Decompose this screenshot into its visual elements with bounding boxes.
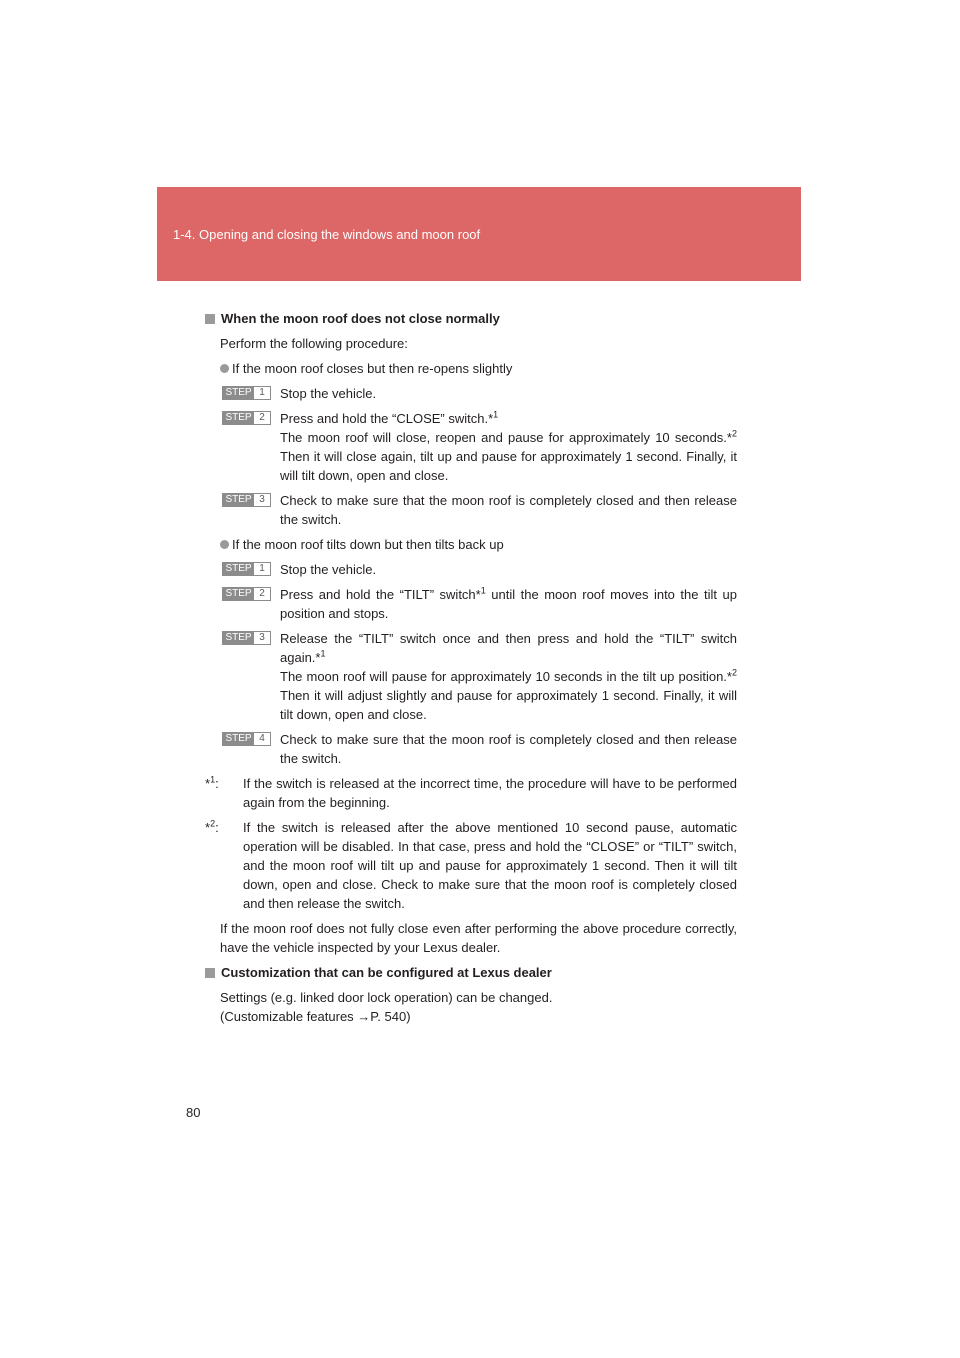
footnote-1 bbox=[205, 774, 737, 812]
step-text: Check to make sure that the moon roof is completely closed and then release the switch. bbox=[280, 732, 737, 766]
section-header-band bbox=[157, 187, 801, 281]
page-number: 80 bbox=[186, 1105, 201, 1120]
procedure-intro: Perform the following procedure: bbox=[220, 336, 408, 351]
section-heading-close-normally bbox=[205, 309, 737, 328]
case-b-step-3 bbox=[222, 629, 737, 724]
step-detail: The moon roof will pause for approximately 10 seconds in the tilt up position.*$^2$ Then it will adjust slightly and pause for approximately 1 second. Finally, it will tilt down, open and close. bbox=[280, 667, 737, 722]
section-heading-text: Customization that can be configured at Lexus dealer bbox=[221, 965, 552, 980]
case-b-step-4 bbox=[222, 730, 737, 768]
case-a-title bbox=[220, 359, 737, 378]
square-bullet-icon bbox=[205, 314, 215, 324]
step-detail: The moon roof will close, reopen and pause for approximately 10 seconds.*$^2$ Then it will close again, tilt up and pause for approximately 1 second. Finally, it will tilt down, open and close. bbox=[280, 428, 737, 483]
step-badge: STEP 3 bbox=[222, 493, 271, 507]
footnote-text: If the switch is released at the incorrect time, the procedure will have to be performed again from the beginning. bbox=[243, 776, 737, 810]
customization-reference: (Customizable features →P. 540) bbox=[220, 1009, 411, 1024]
step-text: Press and hold the “TILT” switch*$^1$ until the moon roof moves into the tilt up position and stops. bbox=[280, 585, 737, 621]
step-text: Stop the vehicle. bbox=[280, 386, 377, 401]
customization-text bbox=[220, 988, 737, 1026]
case-a-step-1 bbox=[222, 384, 737, 403]
footnote-mark: *$^2$: bbox=[205, 818, 219, 835]
case-b-title bbox=[220, 535, 737, 554]
footnote-2 bbox=[205, 818, 737, 913]
step-text: Release the “TILT” switch once and then press and hold the “TILT” switch again.*$^1$ bbox=[280, 631, 737, 665]
customization-line-1: Settings (e.g. linked door lock operation) can be changed. bbox=[220, 990, 553, 1005]
section-title: 1-4. Opening and closing the windows and moon roof bbox=[173, 227, 481, 242]
step-badge: STEP 4 bbox=[222, 732, 271, 746]
round-bullet-icon bbox=[220, 364, 229, 373]
case-a-step-2 bbox=[222, 409, 737, 485]
square-bullet-icon bbox=[205, 968, 215, 978]
footnote-mark: *$^1$: bbox=[205, 774, 219, 791]
step-badge: STEP 2 bbox=[222, 587, 271, 601]
case-b-title-text: If the moon roof tilts down but then tilts back up bbox=[232, 537, 504, 552]
round-bullet-icon bbox=[220, 540, 229, 549]
section-heading-customization bbox=[205, 963, 737, 982]
case-b-step-2 bbox=[222, 585, 737, 623]
case-a-step-3 bbox=[222, 491, 737, 529]
step-text: Check to make sure that the moon roof is completely closed and then release the switch. bbox=[280, 493, 737, 527]
step-badge: STEP 2 bbox=[222, 411, 271, 425]
section-heading-text: When the moon roof does not close normally bbox=[221, 311, 500, 326]
step-badge: STEP 1 bbox=[222, 386, 271, 400]
step-badge: STEP 3 bbox=[222, 631, 271, 645]
step-badge: STEP 1 bbox=[222, 562, 271, 576]
case-b-step-1 bbox=[222, 560, 737, 579]
closing-paragraph: If the moon roof does not fully close even after performing the above procedure correctly, have the vehicle inspected by your Lexus dealer. bbox=[220, 921, 737, 955]
step-text: Stop the vehicle. bbox=[280, 562, 377, 577]
step-text: Press and hold the “CLOSE” switch.*$^1$ bbox=[280, 409, 499, 426]
page-content bbox=[205, 309, 737, 1026]
case-a-title-text: If the moon roof closes but then re-opens slightly bbox=[232, 361, 513, 376]
footnote-text: If the switch is released after the above mentioned 10 second pause, automatic operation will be disabled. In that case, press and hold the “CLOSE” or “TILT” switch, and the moon roof will tilt up and pause for approximately 1 second. Then it will tilt down, open and close. Check to make sure that the moon roof is completely closed and then release the switch. bbox=[243, 820, 737, 911]
